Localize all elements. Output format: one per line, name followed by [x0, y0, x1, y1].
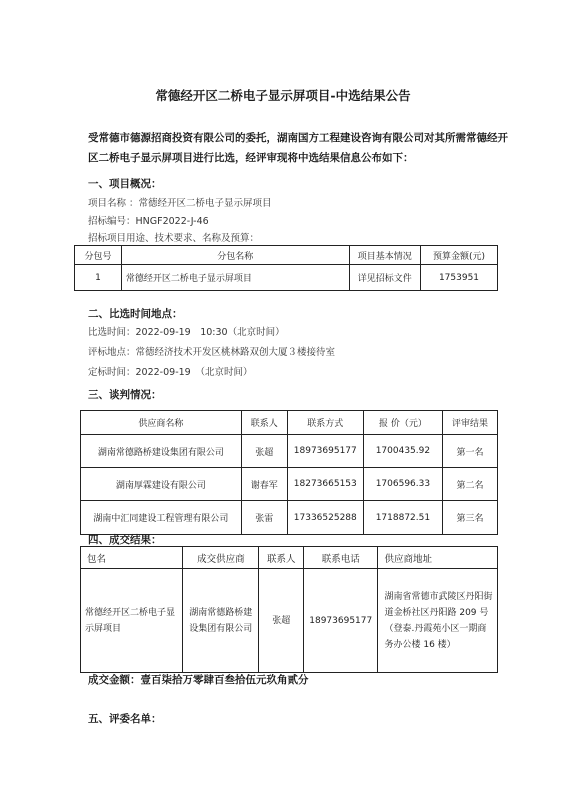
- table-row: [81, 435, 498, 468]
- table-cell: 18973695177: [304, 569, 378, 673]
- table-cell: 湖南常德路桥建设集团有限公司: [81, 435, 242, 468]
- table-cell: 张超: [241, 435, 287, 468]
- table-cell: 常德经开区二桥电子显示屏项目: [81, 569, 183, 673]
- table-header: 供应商名称: [81, 411, 242, 435]
- table-cell: 谢春军: [241, 468, 287, 501]
- table-header: 联系电话: [304, 547, 378, 569]
- table-header: 供应商地址: [378, 547, 498, 569]
- section-5-heading: 五、评委名单：: [88, 713, 162, 725]
- award-table: [80, 546, 498, 673]
- table-cell: 1706596.33: [363, 468, 442, 501]
- table-header: 分包名称: [121, 246, 349, 265]
- table-cell: 湖南省常德市武陵区丹阳街道金桥社区丹阳路 209 号（登泰.丹霞苑小区一期商务办公楼 16 楼）: [378, 569, 498, 673]
- table-cell: 湖南常德路桥建设集团有限公司: [183, 569, 259, 673]
- project-name: 项目名称 ：常德经开区二桥电子显示屏项目: [88, 198, 272, 209]
- table-cell: 17336525288: [287, 501, 363, 535]
- section-1-heading: 一、项目概况：: [88, 178, 162, 190]
- table-cell: 1718872.51: [363, 501, 442, 535]
- section-3-heading: 三、谈判情况：: [88, 389, 162, 401]
- table-cell: 第三名: [442, 501, 497, 535]
- table-row: [81, 569, 498, 673]
- table-cell: 第一名: [442, 435, 497, 468]
- intro-paragraph: 受常德市德源招商投资有限公司的委托，湖南国方工程建设咨询有限公司对其所需常德经开区二桥电子显示屏项目进行比选，经评审现将中选结果信息公布如下：: [88, 132, 508, 164]
- table-row: [75, 265, 498, 291]
- table-cell: 湖南中汇同建设工程管理有限公司: [81, 501, 242, 535]
- table-cell: 常德经开区二桥电子显示屏项目: [121, 265, 349, 291]
- table-header: 包名: [81, 547, 183, 569]
- table-cell: 张雷: [241, 501, 287, 535]
- table-cell: 张超: [259, 569, 304, 673]
- negotiation-table: [80, 410, 498, 535]
- table-header: 联系人: [241, 411, 287, 435]
- lot-table: [74, 245, 498, 291]
- table-header: 联系人: [259, 547, 304, 569]
- table-header: 评审结果: [442, 411, 497, 435]
- table-cell: 湖南厚霖建设有限公司: [81, 468, 242, 501]
- table-cell: 18973695177: [287, 435, 363, 468]
- table-cell: 第二名: [442, 468, 497, 501]
- table-cell: 1700435.92: [363, 435, 442, 468]
- bid-place: 评标地点：常德经济技术开发区桃林路双创大厦３楼接待室: [88, 347, 336, 358]
- tender-code: 招标编号：HNGF2022-J-46: [88, 216, 209, 227]
- table-header-row: [81, 411, 498, 435]
- page-title: 常德经开区二桥电子显示屏项目-中选结果公告: [155, 88, 411, 103]
- table-row: [81, 501, 498, 535]
- table-header: 联系方式: [287, 411, 363, 435]
- award-amount: 成交金额：壹百柒拾万零肆百叁拾伍元玖角贰分: [88, 674, 309, 686]
- tender-scope: 招标项目用途、技术要求、名称及预算：: [88, 233, 260, 244]
- table-header: 预算金额(元): [420, 246, 497, 265]
- table-row: [81, 468, 498, 501]
- bid-time: 比选时间：2022-09-19 10:30（北京时间）: [88, 327, 285, 338]
- section-2-heading: 二、比选时间地点：: [88, 308, 183, 320]
- table-header-row: [75, 246, 498, 265]
- table-header: 分包号: [75, 246, 122, 265]
- table-header-row: [81, 547, 498, 569]
- section-4-heading: 四、成交结果：: [88, 534, 162, 546]
- table-header: 项目基本情况: [349, 246, 420, 265]
- table-cell: 1: [75, 265, 122, 291]
- table-cell: 详见招标文件: [349, 265, 420, 291]
- table-header: 报 价（元）: [363, 411, 442, 435]
- award-date: 定标时间：2022-09-19 （北京时间）: [88, 367, 253, 378]
- table-header: 成交供应商: [183, 547, 259, 569]
- table-cell: 1753951: [420, 265, 497, 291]
- table-cell: 18273665153: [287, 468, 363, 501]
